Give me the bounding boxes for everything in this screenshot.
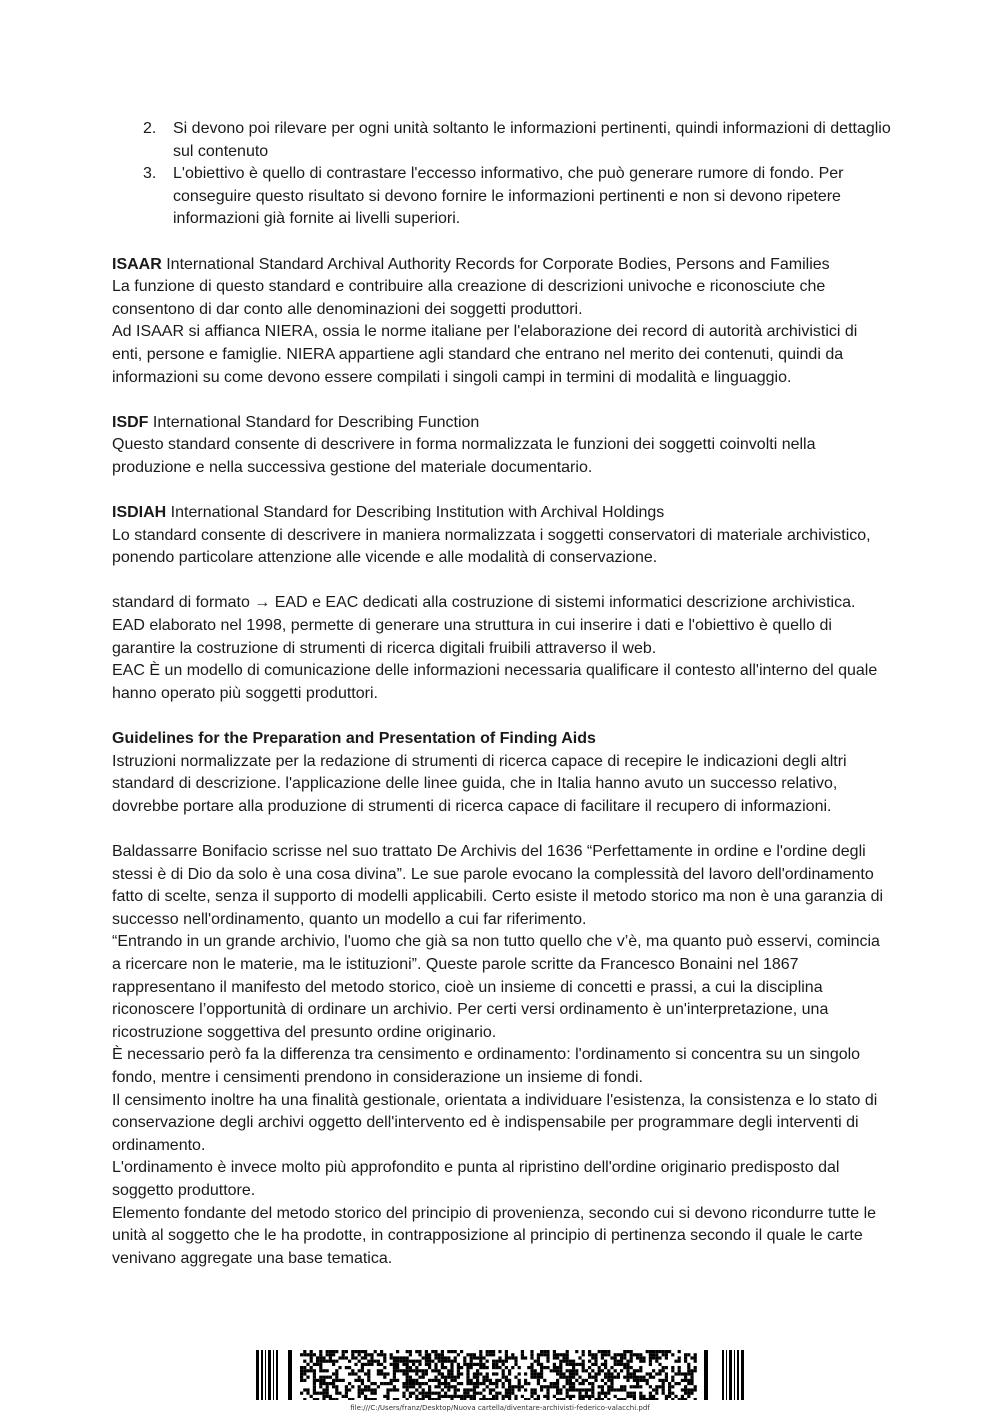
list-item-number: 3.: [143, 165, 157, 183]
heading-acronym: ISDIAH: [112, 504, 167, 522]
section-heading: [112, 502, 892, 525]
section-bonifacio: [112, 841, 892, 1270]
section-heading: [112, 254, 892, 277]
footer-file-url: file:///C:/Users/franz/Desktop/Nuova cartella/diventare-archivisti-federico-valacchi.pdf: [350, 1404, 650, 1412]
paragraph: “Entrando in un grande archivio, l'uomo che già sa non tutto quello che v’è, ma quanto può esservi, comincia a ricercare non le materie, ma le istituzioni”. Queste parole scritte da Francesco Bonaini nel 1867 rappresentano il manifesto del metodo storico, cioè un insieme di concetti e prassi, a cui la disciplina riconoscere l’opportunità di ordinare un archivio. Per certi versi ordinamento è un'interpretazione, una ricostruzione soggettiva del presunto ordine originario.: [112, 933, 880, 1041]
paragraph: Ad ISAAR si affianca NIERA, ossia le norme italiane per l'elaborazione dei record di autorità archivistici di enti, persone e famiglie. NIERA appartiene agli standard che entrano nel merito dei contenuti, quindi da informazioni su come devono essere compilati i singoli campi in termini di modalità e linguaggio.: [112, 323, 858, 386]
list-item-number: 2.: [143, 120, 157, 137]
section-isdf: [112, 412, 892, 480]
heading-acronym: ISAAR: [112, 255, 162, 273]
paragraph: È necessario però fa la differenza tra censimento e ordinamento: l'ordinamento si concentra su un singolo fondo, mentre i censimenti prendono in considerazione un insieme di fondi.: [112, 1046, 861, 1086]
section-guidelines: [112, 728, 892, 818]
section-isdiah: [112, 502, 892, 570]
barcode-icon: [256, 1350, 744, 1400]
paragraph: Questo standard consente di descrivere in forma normalizzata le funzioni dei soggetti coinvolti nella produzione e nella successiva gestione del materiale documentario.: [112, 436, 816, 476]
paragraph: EAC È un modello di comunicazione delle informazioni necessaria qualificare il contesto all'interno del quale hanno operato più soggetti produttori.: [112, 662, 878, 702]
paragraph: La funzione di questo standard e contribuire alla creazione di descrizioni univoche e riconosciute che consentono di dar conto alle denominazioni dei soggetti produttori.: [112, 278, 826, 318]
paragraph: Lo standard consente di descrivere in maniera normalizzata i soggetti conservatori di materiale archivistico, ponendo particolare attenzione alle vicende e alle modalità di conservazione.: [112, 526, 871, 567]
document-body: [112, 118, 892, 1270]
paragraph: Elemento fondante del metodo storico del principio di provenienza, secondo cui si devono ricondurre tutte le unità al soggetto che le ha prodotte, in contrapposizione al principio di pertinenza secondo il quale le carte venivano aggregate una base tematica.: [112, 1204, 877, 1267]
section-formato: [112, 592, 892, 705]
section-heading: Guidelines for the Preparation and Presentation of Finding Aids: [112, 730, 596, 748]
heading-title: International Standard Archival Authority Records for Corporate Bodies, Persons and Families: [161, 255, 830, 273]
section-heading: [112, 412, 892, 435]
heading-title: International Standard for Describing Institution with Archival Holdings: [166, 504, 665, 522]
heading-acronym: ISDF: [112, 413, 149, 431]
section-isaar: [112, 254, 892, 390]
paragraph: EAD elaborato nel 1998, permette di generare una struttura in cui inserire i dati e l'obiettivo è quello di garantire la costruzione di strumenti di ricerca digitali fruibili attraverso il web.: [112, 617, 832, 657]
list-item-text: Si devono poi rilevare per ogni unità soltanto le informazioni pertinenti, quindi informazioni di dettaglio sul contenuto: [173, 120, 891, 160]
paragraph: Baldassarre Bonifacio scrisse nel suo trattato De Archivis del 1636 “Perfettamente in ordine e l'ordine degli stessi è di Dio da solo è una cosa divina”. Le sue parole evocano la complessità del lavoro dell'ordinamento fatto di scelte, senza il supporto di modelli applicabili. Certo esiste il metodo storico ma non è una garanzia di successo nell'ordinamento, quanto un modello a cui far riferimento.: [112, 843, 884, 928]
paragraph: Istruzioni normalizzate per la redazione di strumenti di ricerca capace di recepire le indicazioni degli altri standard di descrizione. l'applicazione delle linee guida, che in Italia hanno avuto un successo relativo, dovrebbe portare alla produzione di strumenti di ricerca capace di facilitare il recupero di informazioni.: [112, 752, 847, 815]
numbered-list: [112, 118, 892, 231]
list-item: [112, 118, 892, 163]
paragraph: standard di formato → EAD e EAC dedicati alla costruzione di sistemi informatici descrizione archivistica.: [112, 594, 856, 612]
heading-title: International Standard for Describing Function: [148, 413, 480, 431]
paragraph: L'ordinamento è invece molto più approfondito e punta al ripristino dell'ordine originario predisposto dal soggetto produttore.: [112, 1159, 840, 1199]
list-item: [112, 163, 892, 231]
list-item-text: L'obiettivo è quello di contrastare l'eccesso informativo, che può generare rumore di fondo. Per conseguire questo risultato si devono fornire le informazioni pertinenti e non si devono ripetere informazioni già fornite ai livelli superiori.: [173, 165, 844, 228]
barcode: [256, 1350, 744, 1400]
paragraph: Il censimento inoltre ha una finalità gestionale, orientata a individuare l'esistenza, la consistenza e lo stato di conservazione degli archivi oggetto dell'intervento ed è indispensabile per programmare degli interventi di ordinamento.: [112, 1091, 878, 1154]
